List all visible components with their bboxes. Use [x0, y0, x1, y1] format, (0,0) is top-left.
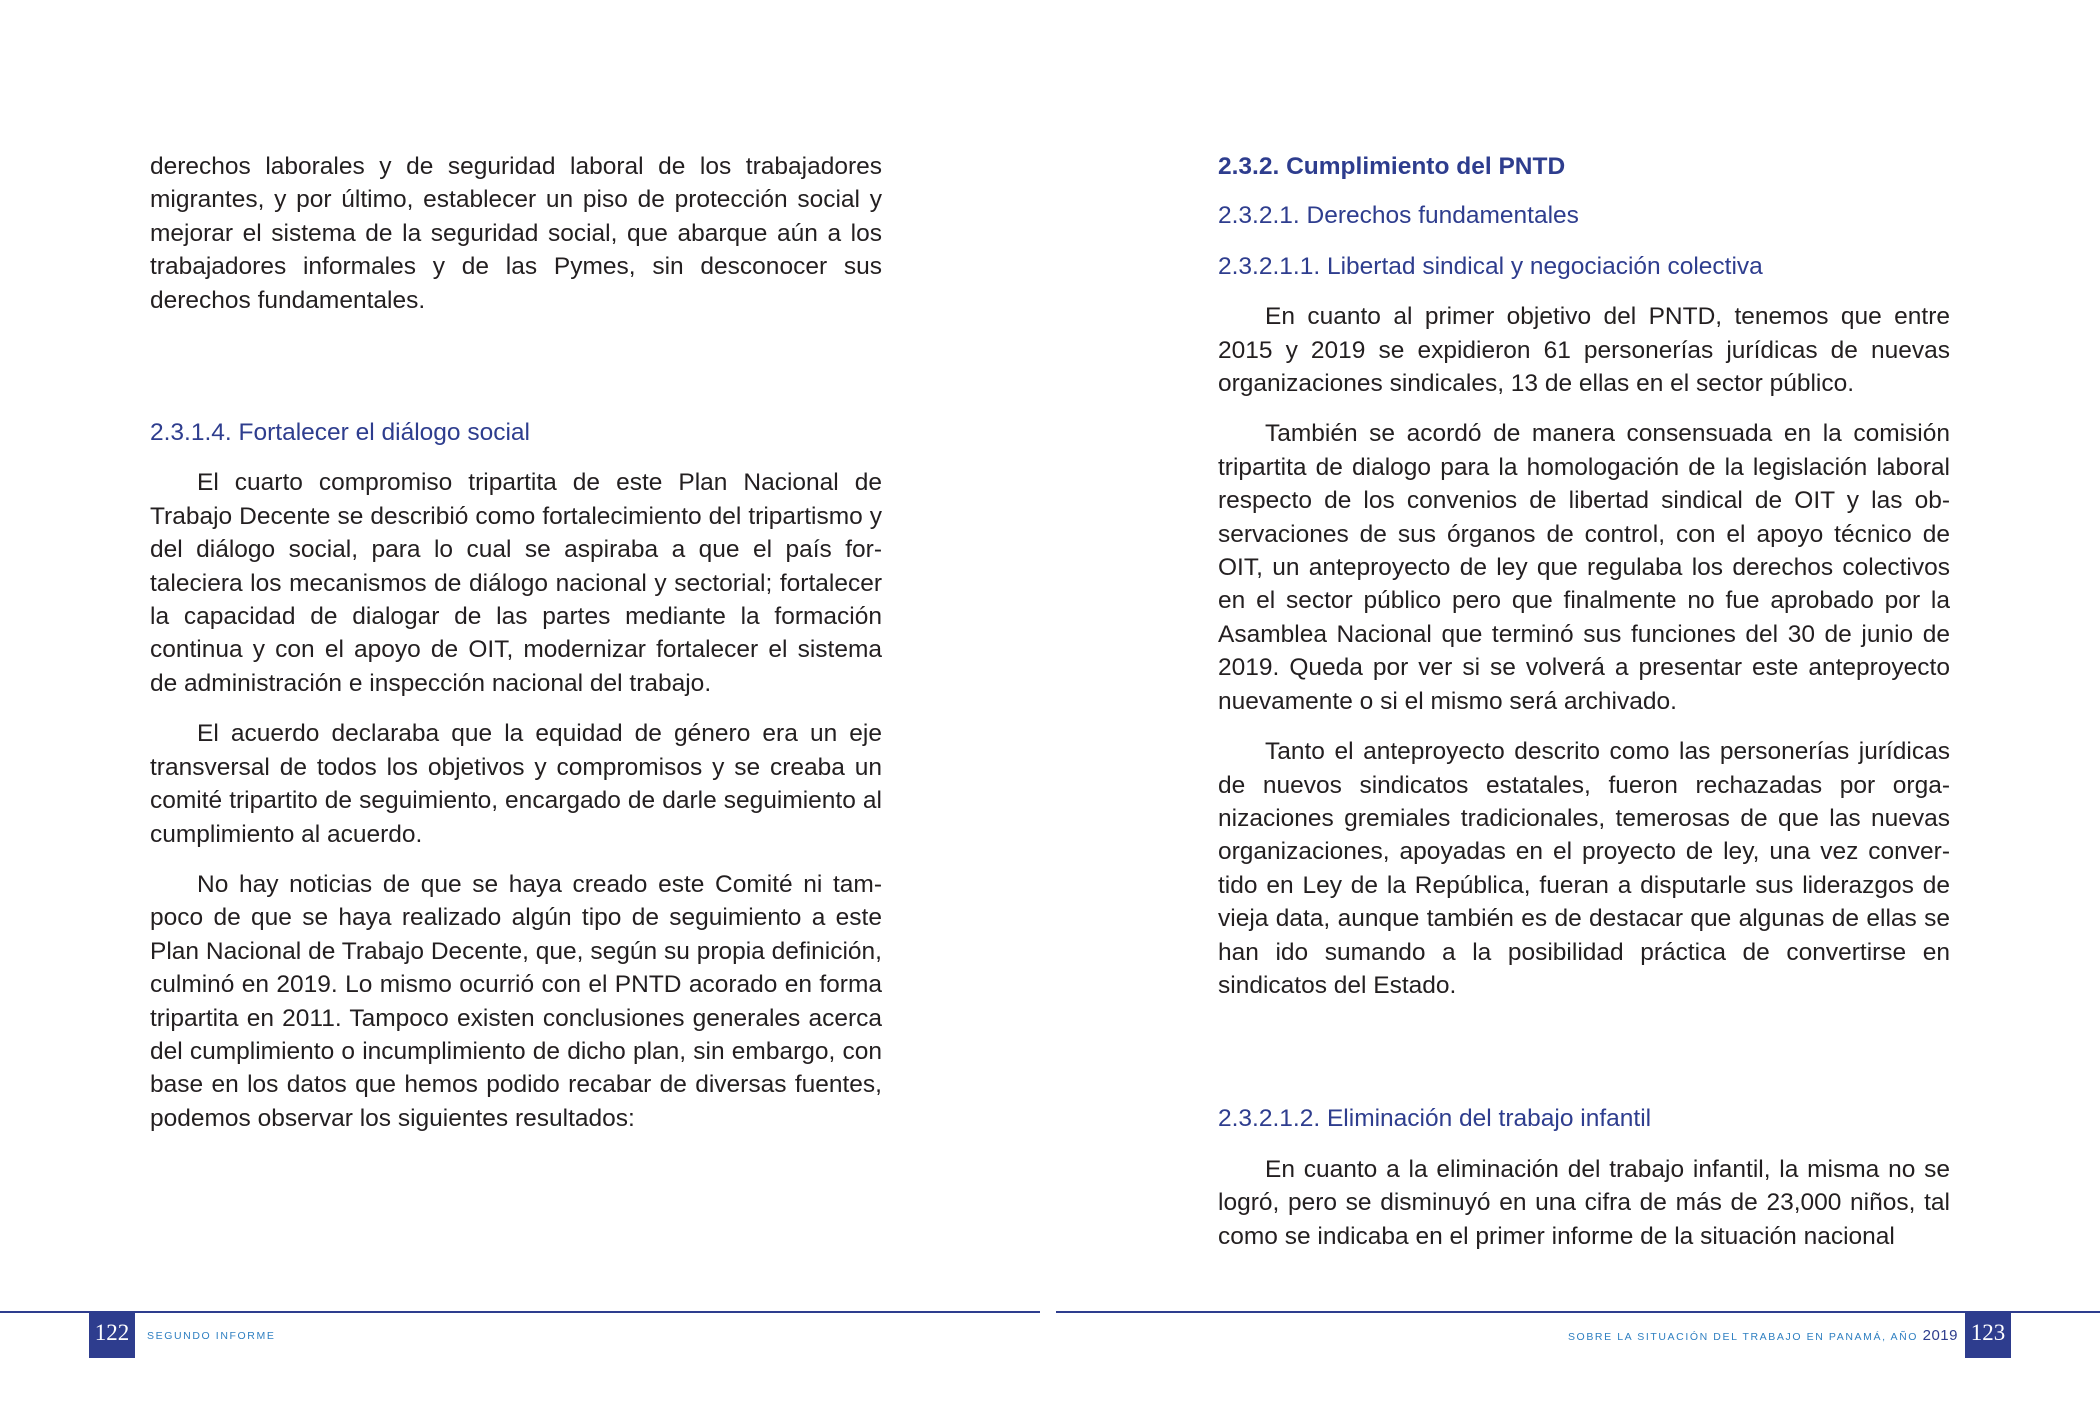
left-paragraph-3: El acuerdo declaraba que la equidad de género era un eje transversal de todos los objetivos y compromisos y se creaba un comité tripartito de seguimiento, encargado de darle seguimiento al cumplimiento al acuerdo. [150, 720, 882, 848]
left-text-column [150, 150, 882, 1152]
section-heading-2-3-2-1-2: 2.3.2.1.2. Eliminación del trabajo infantil [1218, 1105, 1652, 1133]
section-spacer [1218, 1019, 1950, 1102]
right-page [1050, 0, 2100, 1425]
right-paragraph-2: También se acordó de manera consensuada en la comisión tripartita de dialogo para la homologación de la legislación laboral respecto de los convenios de libertad sindical de OIT y las observaciones de sus órganos de control, con el apoyo técnico de OIT, un anteproyecto de ley que regulaba los derechos colectivos en el sector público pero que finalmente no fue aprobado por la Asamblea Nacional que terminó sus funciones del 30 de junio de 2019. Queda por ver si se volverá a presentar este anteproyecto nuevamente o si el mismo será archivado. [1218, 420, 1950, 715]
left-paragraph-2: El cuarto compromiso tripartita de este Plan Nacional de Trabajo Decente se describió como fortalecimiento del tripartismo y del diálogo social, para lo cual se aspiraba a que el país fortaleciera los mecanismos de diálogo nacional y sectorial; fortalecer la capacidad de dialogar de las partes mediante la formación continua y con el apoyo de OIT, modernizar fortalecer el sistema de administración e inspección nacional del trabajo. [150, 469, 882, 697]
right-text-column [1218, 150, 1950, 1270]
section-heading-2-3-2: 2.3.2. Cumplimiento del PNTD [1218, 153, 1566, 180]
footer-rule [0, 1311, 1040, 1313]
left-paragraph-1: derechos laborales y de seguridad laboral de los trabajadores migrantes, y por último, establecer un piso de protección social y mejorar el sistema de la seguridad social, que abarque aún a los trabajadores informales y de las Pymes, sin desconocer sus derechos fundamentales. [150, 153, 882, 314]
left-paragraph-4: No hay noticias de que se haya creado este Comité ni tampoco de que se haya realizado algún tipo de seguimiento a este Plan Nacional de Trabajo Decente, que, según su propia definición, culminó en 2019. Lo mismo ocurrió con el PNTD acorado en forma tripartita en 2011. Tampoco existen conclusiones generales acerca del cumplimiento o incumplimiento de dicho plan, sin embargo, con base en los datos que hemos podido recabar de diversas fuentes, podemos observar los siguientes resultados: [150, 870, 882, 1132]
right-paragraph-4: En cuanto a la eliminación del trabajo infantil, la misma no se logró, pero se disminuyó en una cifra de más de 23,000 niños, tal como se indicaba en el primer informe de la situación nacional [1218, 1155, 1950, 1250]
section-spacer [150, 334, 882, 416]
footer-rule [1056, 1311, 2100, 1313]
right-paragraph-1: En cuanto al primer objetivo del PNTD, tenemos que entre 2015 y 2019 se expidieron 61 personerías jurídicas de nuevas organizaciones sindicales, 13 de ellas en el sector público. [1218, 303, 1950, 398]
section-heading-2-3-2-1: 2.3.2.1. Derechos fundamentales [1218, 202, 1579, 230]
running-header-text: SOBRE LA SITUACIÓN DEL TRABAJO EN PANAMÁ, AÑO [1567, 1331, 1919, 1343]
page-number-tab: 123 [1965, 1313, 2011, 1358]
section-heading-2-3-1-4: 2.3.1.4. Fortalecer el diálogo social [150, 419, 530, 447]
page-number-tab: 122 [89, 1313, 135, 1358]
running-header: SEGUNDO INFORME [147, 1330, 276, 1342]
right-paragraph-3: Tanto el anteproyecto descrito como las personerías jurídicas de nuevos sindicatos estatales, fueron rechazadas por organizaciones gremiales tradicionales, temerosas de que las nuevas organizaciones, apoyadas en el proyecto de ley, una vez convertido en Ley de la República, fueran a disputarle sus liderazgos de vieja data, aunque también es de destacar que algunas de ellas se han ido sumando a la posibilidad práctica de convertirse en sindicatos del Estado. [1218, 738, 1950, 999]
running-header-year: 2019 [1922, 1327, 1958, 1344]
section-heading-2-3-2-1-1: 2.3.2.1.1. Libertad sindical y negociación colectiva [1218, 252, 1763, 280]
running-header [1568, 1328, 1958, 1345]
